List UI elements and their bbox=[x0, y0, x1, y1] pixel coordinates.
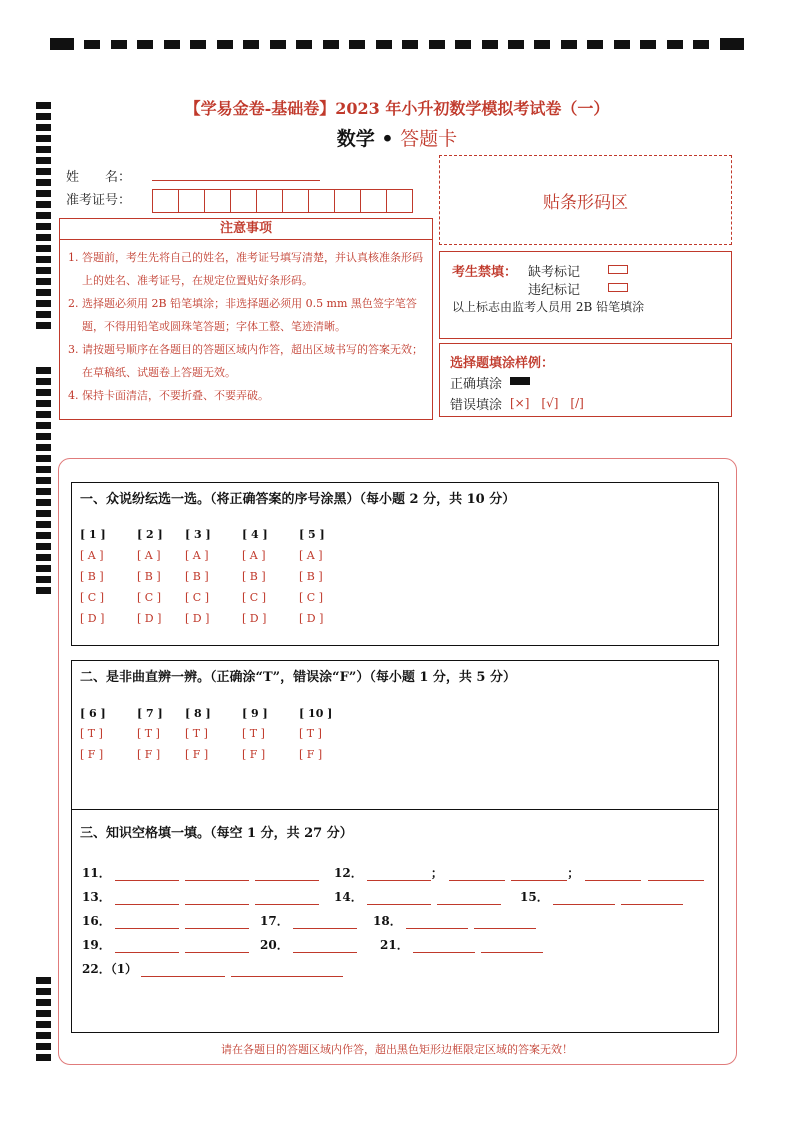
timing-mark bbox=[190, 40, 206, 49]
timing-mark bbox=[50, 38, 74, 50]
timing-mark bbox=[111, 40, 127, 49]
timing-mark bbox=[36, 999, 51, 1006]
answer-bubble[interactable]: [ A ] bbox=[185, 549, 209, 562]
notice-num: 3. bbox=[68, 343, 79, 356]
q16-label: 16． bbox=[82, 914, 111, 928]
timing-mark bbox=[561, 40, 577, 49]
answer-bubble[interactable]: [ F ] bbox=[185, 748, 209, 761]
timing-mark bbox=[376, 40, 392, 49]
option-row bbox=[80, 549, 356, 570]
answer-bubble[interactable]: [ D ] bbox=[185, 612, 210, 625]
timing-mark bbox=[429, 40, 445, 49]
timing-mark bbox=[36, 543, 51, 550]
id-digit-box[interactable] bbox=[179, 190, 205, 212]
answer-bubble[interactable]: [ C ] bbox=[137, 591, 161, 604]
q19-label: 19． bbox=[82, 938, 111, 952]
answer-blank[interactable] bbox=[115, 890, 179, 905]
q11-label: 11． bbox=[82, 866, 111, 880]
timing-mark bbox=[36, 477, 51, 484]
timing-mark bbox=[482, 40, 498, 49]
answer-blank[interactable] bbox=[185, 890, 249, 905]
section1-title: 一、众说纷纭选一选。（将正确答案的序号涂黑）（每小题 2 分，共 10 分） bbox=[80, 492, 516, 507]
answer-blank[interactable] bbox=[293, 938, 357, 953]
q14-label: 14． bbox=[334, 890, 363, 904]
q19-row bbox=[82, 936, 249, 953]
notice-item bbox=[68, 338, 424, 384]
answer-bubble[interactable]: [ B ] bbox=[137, 570, 161, 583]
notice-text: 选择题必须用 2B 铅笔填涂；非选择题必须用 0.5 mm 黑色签字笔答题，不得用铅笔或圆珠笔答题；字体工整、笔迹清晰。 bbox=[82, 297, 417, 333]
q20-row bbox=[260, 936, 357, 953]
timing-mark bbox=[84, 40, 100, 49]
answer-bubble[interactable]: [ T ] bbox=[185, 727, 208, 740]
answer-bubble[interactable]: [ B ] bbox=[242, 570, 266, 583]
timing-mark bbox=[667, 40, 683, 49]
timing-mark bbox=[164, 40, 180, 49]
answer-blank[interactable] bbox=[585, 866, 641, 881]
timing-marks-top bbox=[50, 38, 744, 50]
notice-heading: 注意事项 bbox=[60, 219, 432, 240]
id-digit-box[interactable] bbox=[387, 190, 412, 212]
answer-blank[interactable] bbox=[115, 866, 179, 881]
timing-mark bbox=[36, 212, 51, 219]
question-number: [ 10 ] bbox=[299, 707, 333, 720]
q12-row bbox=[334, 864, 704, 881]
name-label: 姓 名： bbox=[66, 170, 132, 185]
timing-mark bbox=[36, 1032, 51, 1039]
answer-blank[interactable] bbox=[413, 938, 475, 953]
answer-bubble[interactable]: [ B ] bbox=[80, 570, 104, 583]
barcode-area bbox=[439, 155, 732, 245]
q14-row bbox=[334, 888, 501, 905]
timing-mark bbox=[720, 38, 744, 50]
timing-mark bbox=[36, 499, 51, 506]
absent-mark-box[interactable] bbox=[608, 265, 628, 274]
answer-bubble[interactable]: [ A ] bbox=[137, 549, 161, 562]
timing-mark bbox=[36, 510, 51, 517]
q22-label: 22．（1） bbox=[82, 962, 138, 976]
q17-row bbox=[260, 912, 357, 929]
notice-item bbox=[68, 384, 424, 407]
timing-mark bbox=[296, 40, 312, 49]
timing-mark bbox=[402, 40, 418, 49]
option-row bbox=[80, 727, 356, 748]
timing-mark bbox=[36, 488, 51, 495]
q17-label: 17． bbox=[260, 914, 289, 928]
section3-title: 三、知识空格填一填。（每空 1 分，共 27 分） bbox=[80, 826, 353, 841]
answer-blank[interactable] bbox=[255, 866, 319, 881]
q15-label: 15． bbox=[520, 890, 549, 904]
timing-mark bbox=[36, 565, 51, 572]
answer-bubble[interactable]: [ A ] bbox=[299, 549, 323, 562]
q18-row bbox=[373, 912, 536, 929]
q21-row bbox=[380, 936, 543, 953]
timing-mark bbox=[36, 179, 51, 186]
question-number: [ 7 ] bbox=[137, 707, 163, 720]
timing-mark bbox=[455, 40, 471, 49]
timing-mark bbox=[36, 378, 51, 385]
timing-mark bbox=[36, 977, 51, 984]
section1-question-numbers bbox=[80, 528, 356, 541]
timing-mark bbox=[36, 223, 51, 230]
timing-mark bbox=[217, 40, 233, 49]
answer-blank[interactable] bbox=[511, 866, 567, 881]
question-number: [ 6 ] bbox=[80, 707, 106, 720]
violation-mark-box[interactable] bbox=[608, 283, 628, 292]
question-number: [ 4 ] bbox=[242, 528, 268, 541]
timing-marks-left-2 bbox=[36, 367, 51, 594]
proctor-marks-box bbox=[439, 251, 732, 339]
timing-mark bbox=[36, 988, 51, 995]
id-digit-box[interactable] bbox=[205, 190, 231, 212]
timing-mark bbox=[137, 40, 153, 49]
fill-sample-box bbox=[439, 343, 732, 417]
answer-bubble[interactable]: [ C ] bbox=[299, 591, 323, 604]
section2-title: 二、是非曲直辨一辨。（正确涂“T”，错误涂“F”）（每小题 1 分，共 5 分） bbox=[80, 670, 517, 685]
timing-mark bbox=[614, 40, 630, 49]
question-number: [ 1 ] bbox=[80, 528, 106, 541]
notice-item bbox=[68, 292, 424, 338]
id-digit-box[interactable] bbox=[283, 190, 309, 212]
q21-label: 21． bbox=[380, 938, 409, 952]
forbid-label: 考生禁填： bbox=[452, 265, 518, 280]
question-number: [ 3 ] bbox=[185, 528, 211, 541]
answer-blank[interactable] bbox=[648, 866, 704, 881]
answer-blank[interactable] bbox=[185, 938, 249, 953]
timing-mark bbox=[243, 40, 259, 49]
violation-mark-label: 违纪标记 bbox=[528, 283, 581, 298]
answer-bubble[interactable]: [ C ] bbox=[242, 591, 266, 604]
correct-fill-example bbox=[510, 377, 530, 385]
timing-mark bbox=[36, 1021, 51, 1028]
answer-bubble[interactable]: [ D ] bbox=[80, 612, 105, 625]
answer-bubble[interactable]: [ F ] bbox=[80, 748, 104, 761]
semicolon: ； bbox=[430, 866, 443, 880]
proctor-note: 以上标志由监考人员用 2B 铅笔填涂 bbox=[452, 300, 645, 314]
timing-mark bbox=[36, 400, 51, 407]
card-subtitle bbox=[0, 124, 794, 151]
answer-bubble[interactable]: [ A ] bbox=[80, 549, 104, 562]
timing-mark bbox=[36, 234, 51, 241]
answer-bubble[interactable]: [ T ] bbox=[299, 727, 322, 740]
answer-bubble[interactable]: [ D ] bbox=[299, 612, 324, 625]
answer-bubble[interactable]: [ F ] bbox=[242, 748, 266, 761]
q15-row bbox=[520, 888, 683, 905]
answer-blank[interactable] bbox=[293, 914, 357, 929]
subtitle-card: 答题卡 bbox=[400, 128, 458, 150]
notice-text: 保持卡面清洁，不要折叠、不要弄破。 bbox=[82, 389, 269, 402]
timing-mark bbox=[36, 322, 51, 329]
notice-text: 答题前，考生先将自己的姓名，准考证号填写清楚，并认真核准条形码上的姓名、准考证号，在规定位置贴好条形码。 bbox=[82, 251, 423, 287]
barcode-label: 贴条形码区 bbox=[543, 192, 628, 213]
timing-mark bbox=[36, 576, 51, 583]
answer-bubble[interactable]: [ D ] bbox=[242, 612, 267, 625]
question-number: [ 5 ] bbox=[299, 528, 325, 541]
timing-mark bbox=[323, 40, 339, 49]
exam-id-boxes[interactable] bbox=[152, 189, 413, 213]
answer-blank[interactable] bbox=[481, 938, 543, 953]
id-digit-box[interactable] bbox=[335, 190, 361, 212]
timing-mark bbox=[36, 168, 51, 175]
timing-mark bbox=[36, 278, 51, 285]
option-row bbox=[80, 748, 356, 769]
timing-mark bbox=[36, 411, 51, 418]
timing-mark bbox=[36, 389, 51, 396]
answer-blank[interactable] bbox=[185, 914, 249, 929]
title-main: 2023 年小升初数学模拟考试卷（一） bbox=[335, 99, 610, 118]
timing-mark bbox=[36, 201, 51, 208]
option-row bbox=[80, 591, 356, 612]
name-field[interactable] bbox=[152, 180, 320, 181]
notice-text: 请按题号顺序在各题目的答题区域内作答，超出区域书写的答案无效；在草稿纸、试题卷上答题无效。 bbox=[82, 343, 423, 379]
timing-mark bbox=[36, 433, 51, 440]
q13-label: 13． bbox=[82, 890, 111, 904]
notice-num: 1. bbox=[68, 251, 79, 264]
notice-item bbox=[68, 246, 424, 292]
answer-blank[interactable] bbox=[474, 914, 536, 929]
answer-blank[interactable] bbox=[141, 962, 225, 977]
semicolon: ； bbox=[567, 866, 580, 880]
answer-bubble[interactable]: [ C ] bbox=[185, 591, 209, 604]
timing-mark bbox=[36, 289, 51, 296]
q16-row bbox=[82, 912, 249, 929]
id-digit-box[interactable] bbox=[257, 190, 283, 212]
q12-label: 12． bbox=[334, 866, 363, 880]
option-row bbox=[80, 612, 356, 633]
absent-mark-label: 缺考标记 bbox=[528, 265, 581, 280]
title-prefix: 【学易金卷-基础卷】 bbox=[184, 99, 336, 118]
id-digit-box[interactable] bbox=[231, 190, 257, 212]
id-label: 准考证号： bbox=[66, 193, 132, 208]
timing-mark bbox=[36, 532, 51, 539]
id-digit-box[interactable] bbox=[361, 190, 387, 212]
answer-bubble[interactable]: [ T ] bbox=[80, 727, 103, 740]
timing-mark bbox=[693, 40, 709, 49]
timing-mark bbox=[36, 466, 51, 473]
timing-mark bbox=[587, 40, 603, 49]
section1-option-grid bbox=[80, 549, 356, 633]
timing-mark bbox=[36, 521, 51, 528]
section2-option-grid bbox=[80, 727, 356, 769]
q13-row bbox=[82, 888, 319, 905]
timing-mark bbox=[349, 40, 365, 49]
timing-mark bbox=[36, 300, 51, 307]
answer-blank[interactable] bbox=[449, 866, 505, 881]
question-number: [ 2 ] bbox=[137, 528, 163, 541]
timing-mark bbox=[534, 40, 550, 49]
subtitle-subject: 数学 • bbox=[336, 128, 401, 150]
timing-mark bbox=[36, 422, 51, 429]
timing-mark bbox=[640, 40, 656, 49]
answer-blank[interactable] bbox=[367, 890, 431, 905]
timing-mark bbox=[36, 587, 51, 594]
timing-mark bbox=[36, 245, 51, 252]
answer-bubble[interactable]: [ D ] bbox=[137, 612, 162, 625]
notice-list bbox=[60, 246, 432, 407]
answer-blank[interactable] bbox=[367, 866, 431, 881]
notice-num: 2. bbox=[68, 297, 79, 310]
footer-warning: 请在各题目的答题区域内作答，超出黑色矩形边框限定区域的答案无效！ bbox=[221, 1043, 573, 1056]
timing-mark bbox=[36, 444, 51, 451]
q11-row bbox=[82, 864, 319, 881]
answer-blank[interactable] bbox=[621, 890, 683, 905]
notice-num: 4. bbox=[68, 389, 79, 402]
timing-mark bbox=[36, 554, 51, 561]
question-number: [ 8 ] bbox=[185, 707, 211, 720]
answer-bubble[interactable]: [ F ] bbox=[137, 748, 161, 761]
timing-mark bbox=[36, 157, 51, 164]
answer-bubble[interactable]: [ A ] bbox=[242, 549, 266, 562]
timing-mark bbox=[36, 190, 51, 197]
answer-bubble[interactable]: [ T ] bbox=[137, 727, 160, 740]
answer-blank[interactable] bbox=[406, 914, 468, 929]
answer-bubble[interactable]: [ F ] bbox=[299, 748, 323, 761]
answer-blank[interactable] bbox=[231, 962, 343, 977]
section2-question-numbers bbox=[80, 707, 356, 720]
answer-bubble[interactable]: [ B ] bbox=[185, 570, 209, 583]
correct-fill-label: 正确填涂 bbox=[450, 377, 503, 392]
timing-mark bbox=[36, 311, 51, 318]
q20-label: 20． bbox=[260, 938, 289, 952]
answer-blank[interactable] bbox=[437, 890, 501, 905]
answer-bubble[interactable]: [ T ] bbox=[242, 727, 265, 740]
timing-mark bbox=[36, 1010, 51, 1017]
timing-mark bbox=[270, 40, 286, 49]
answer-blank[interactable] bbox=[115, 938, 179, 953]
timing-mark bbox=[36, 455, 51, 462]
option-row bbox=[80, 570, 356, 591]
section-divider bbox=[71, 809, 719, 810]
q18-label: 18． bbox=[373, 914, 402, 928]
q22-row bbox=[82, 960, 343, 977]
timing-mark bbox=[36, 256, 51, 263]
timing-mark bbox=[36, 367, 51, 374]
answer-blank[interactable] bbox=[553, 890, 615, 905]
id-digit-box[interactable] bbox=[309, 190, 335, 212]
answer-bubble[interactable]: [ C ] bbox=[80, 591, 104, 604]
answer-blank[interactable] bbox=[255, 890, 319, 905]
answer-bubble[interactable]: [ B ] bbox=[299, 570, 323, 583]
wrong-fill-examples: [×] [√] [/] bbox=[510, 396, 584, 410]
answer-blank[interactable] bbox=[185, 866, 249, 881]
timing-mark bbox=[508, 40, 524, 49]
sample-title: 选择题填涂样例： bbox=[450, 356, 555, 371]
id-digit-box[interactable] bbox=[153, 190, 179, 212]
timing-mark bbox=[36, 267, 51, 274]
notice-box bbox=[59, 218, 433, 420]
exam-title bbox=[0, 96, 794, 119]
wrong-fill-label: 错误填涂 bbox=[450, 398, 503, 413]
answer-blank[interactable] bbox=[115, 914, 179, 929]
question-number: [ 9 ] bbox=[242, 707, 268, 720]
